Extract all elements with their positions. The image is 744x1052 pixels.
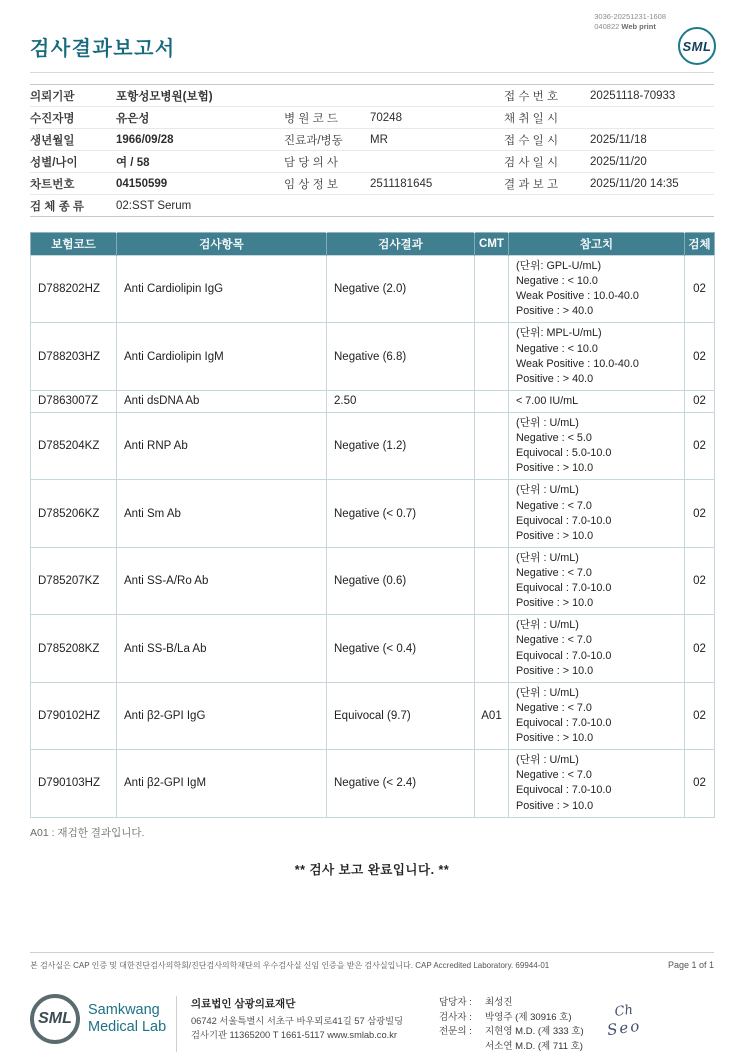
result-value: Negative (< 2.4) — [327, 750, 475, 817]
info-value: 2511181645 — [370, 173, 504, 195]
result-row — [31, 615, 715, 682]
result-code: D7863007Z — [31, 390, 117, 412]
patient-info-row — [30, 151, 714, 173]
result-value: Negative (< 0.4) — [327, 615, 475, 682]
brand-line2: Medical Lab — [88, 1019, 167, 1035]
result-code: D790103HZ — [31, 750, 117, 817]
reference-line: (단위 : U/mL) — [516, 416, 579, 429]
reference-line: Positive : > 10.0 — [516, 597, 594, 610]
result-value: 2.50 — [327, 390, 475, 412]
reference-line: Negative : < 7.0 — [516, 566, 592, 579]
result-code: D785208KZ — [31, 615, 117, 682]
contact-value: 서소연 M.D. (제 711 호) — [485, 1041, 583, 1052]
result-code: D790102HZ — [31, 682, 117, 749]
result-specimen: 02 — [685, 615, 715, 682]
reference-line: Negative : < 7.0 — [516, 701, 592, 714]
result-cmt — [475, 390, 509, 412]
reference-line: Positive : > 10.0 — [516, 664, 594, 677]
page-number: Page 1 of 1 — [667, 960, 714, 970]
reference-line: Positive : > 10.0 — [516, 799, 594, 812]
completion-message: ** 검사 보고 완료입니다. ** — [294, 862, 450, 877]
reference-line: Weak Positive : 10.0-40.0 — [516, 357, 639, 370]
reference-line: (단위 : U/mL) — [516, 484, 579, 497]
brand-line1: Samkwang — [88, 1001, 160, 1018]
reference-line: (단위: MPL-U/mL) — [516, 327, 602, 340]
info-value: 2025/11/20 — [590, 151, 714, 173]
result-row — [31, 480, 715, 547]
result-reference — [509, 323, 685, 390]
print-code — [594, 12, 666, 32]
patient-info-row — [30, 195, 714, 217]
info-label: 진료과/병동 — [284, 129, 370, 151]
result-specimen: 02 — [685, 682, 715, 749]
info-label: 검 체 종 류 — [30, 200, 85, 213]
result-cmt — [475, 256, 509, 323]
result-test-name: Anti β2-GPI IgM — [117, 750, 327, 817]
contact-value: 지현영 M.D. (제 333 호) — [485, 1026, 584, 1038]
info-label: 차트번호 — [30, 173, 116, 195]
info-label: 임 상 정 보 — [284, 173, 370, 195]
info-value: 포항성모병원(보험) — [116, 85, 504, 107]
info-label: 성별/나이 — [30, 151, 116, 173]
results-header-row — [31, 233, 715, 256]
contact-value: 박영주 (제 30916 호) — [485, 1011, 572, 1023]
reference-line: (단위: GPL-U/mL) — [516, 260, 602, 272]
reference-line: Negative : < 10.0 — [516, 275, 598, 288]
result-value: Negative (6.8) — [327, 323, 475, 390]
result-code: D785207KZ — [31, 547, 117, 614]
info-label: 결 과 보 고 — [504, 173, 590, 195]
sml-footer-logo-text: SML — [38, 1010, 72, 1027]
result-row — [31, 390, 715, 412]
reference-line: Equivocal : 7.0-10.0 — [516, 649, 612, 662]
info-label: 접 수 일 시 — [504, 129, 590, 151]
result-value: Negative (< 0.7) — [327, 480, 475, 547]
footer-divider — [176, 996, 177, 1052]
sml-logo-icon — [678, 27, 716, 65]
patient-info-table — [30, 84, 714, 217]
info-value: 유은성 — [116, 107, 284, 129]
result-test-name: Anti Cardiolipin IgM — [117, 323, 327, 390]
accreditation-disclaimer: 본 검사실은 CAP 인증 및 대한진단검사의학회/진단검사의학재단의 우수검사실 신임 인증을 받은 검사실입니다. CAP Accredited Laboratory. 69944-01 — [30, 961, 550, 970]
reference-line: Equivocal : 5.0-10.0 — [516, 447, 612, 460]
contact-label: 담당자 : — [439, 997, 472, 1008]
result-cmt — [475, 323, 509, 390]
result-reference — [509, 615, 685, 682]
info-label: 생년월일 — [30, 129, 116, 151]
reference-line: Positive : > 10.0 — [516, 529, 594, 542]
results-body — [31, 256, 715, 818]
result-specimen: 02 — [685, 480, 715, 547]
patient-info-row — [30, 107, 714, 129]
reference-line: (단위 : U/mL) — [516, 619, 579, 632]
info-label: 병 원 코 드 — [284, 107, 370, 129]
result-code: D785206KZ — [31, 480, 117, 547]
sml-logo-text: SML — [682, 38, 712, 54]
result-test-name: Anti Cardiolipin IgG — [117, 256, 327, 323]
results-table — [30, 232, 715, 818]
sml-footer-logo-icon — [30, 994, 80, 1044]
result-row — [31, 547, 715, 614]
result-test-name: Anti RNP Ab — [117, 412, 327, 479]
contacts-block — [439, 994, 584, 1052]
reference-line: Weak Positive : 10.0-40.0 — [516, 290, 639, 303]
result-test-name: Anti dsDNA Ab — [117, 390, 327, 412]
info-value: 여 / 58 — [116, 151, 284, 173]
info-label: 검 사 일 시 — [504, 151, 590, 173]
result-specimen: 02 — [685, 412, 715, 479]
info-label: 채 취 일 시 — [504, 107, 590, 129]
result-cmt — [475, 547, 509, 614]
result-cmt: A01 — [475, 682, 509, 749]
result-code: D788202HZ — [31, 256, 117, 323]
result-row — [31, 682, 715, 749]
reference-line: Negative : < 7.0 — [516, 499, 592, 512]
contact-row — [439, 1025, 584, 1040]
reference-line: Positive : > 40.0 — [516, 372, 594, 385]
info-label: 담 당 의 사 — [284, 151, 370, 173]
info-value: 1966/09/28 — [116, 129, 284, 151]
reference-line: (단위 : U/mL) — [516, 551, 579, 564]
result-row — [31, 750, 715, 817]
info-value: 2025/11/20 14:35 — [590, 173, 714, 195]
contact-label — [439, 1040, 485, 1052]
header-divider — [30, 72, 714, 73]
company-registration: 검사기관 11365200 T 1661-5117 www.smlab.co.kr — [191, 1029, 397, 1040]
a01-footnote: A01 : 재검한 결과입니다. — [30, 826, 145, 839]
result-code: D788203HZ — [31, 323, 117, 390]
info-value — [590, 107, 714, 129]
results-column-header: 보험코드 — [31, 233, 117, 256]
result-cmt — [475, 480, 509, 547]
result-row — [31, 256, 715, 323]
bottom-bar — [30, 952, 714, 971]
info-value — [370, 151, 504, 173]
info-value: 20251118-70933 — [590, 85, 714, 107]
patient-info-body — [30, 85, 714, 217]
signature — [604, 1002, 642, 1039]
print-code-line2 — [594, 22, 666, 32]
patient-info-row — [30, 173, 714, 195]
patient-info-row — [30, 129, 714, 151]
reference-line: (단위 : U/mL) — [516, 754, 579, 767]
result-cmt — [475, 412, 509, 479]
reference-line: Equivocal : 7.0-10.0 — [516, 514, 612, 527]
brand-name — [88, 1002, 166, 1037]
result-test-name: Anti SS-A/Ro Ab — [117, 547, 327, 614]
result-test-name: Anti SS-B/La Ab — [117, 615, 327, 682]
result-row — [31, 412, 715, 479]
info-value: 2025/11/18 — [590, 129, 714, 151]
reference-line: Negative : < 7.0 — [516, 634, 592, 647]
result-value: Negative (0.6) — [327, 547, 475, 614]
reference-line: Positive : > 10.0 — [516, 732, 594, 745]
result-reference — [509, 256, 685, 323]
result-reference — [509, 390, 685, 412]
result-specimen: 02 — [685, 256, 715, 323]
web-print-label: Web print — [621, 22, 656, 32]
company-info — [191, 994, 439, 1043]
signature-line2: Seo — [605, 1016, 643, 1040]
result-specimen: 02 — [685, 547, 715, 614]
info-value: 02:SST Serum — [116, 199, 192, 212]
reference-line: Positive : > 40.0 — [516, 305, 594, 318]
contact-row — [439, 1011, 584, 1026]
contact-label: 전문의 : — [439, 1026, 472, 1038]
reference-line: Equivocal : 7.0-10.0 — [516, 784, 612, 797]
print-code2: 040822 — [594, 22, 620, 32]
info-label: 의뢰기관 — [30, 85, 116, 107]
result-test-name: Anti Sm Ab — [117, 480, 327, 547]
info-label: 수진자명 — [30, 107, 116, 129]
result-specimen: 02 — [685, 390, 715, 412]
result-reference — [509, 682, 685, 749]
results-column-header: 검체 — [685, 233, 715, 256]
result-test-name: Anti β2-GPI IgG — [117, 682, 327, 749]
reference-line: Negative : < 7.0 — [516, 769, 592, 782]
info-value: 70248 — [370, 107, 504, 129]
contact-value: 최성진 — [485, 997, 513, 1008]
reference-line: Negative : < 10.0 — [516, 342, 598, 355]
contact-label: 검사자 : — [439, 1011, 472, 1023]
contact-row — [439, 1040, 584, 1052]
info-value: 04150599 — [116, 173, 284, 195]
patient-info-row — [30, 85, 714, 107]
reference-line: < 7.00 IU/mL — [516, 394, 579, 407]
result-reference — [509, 750, 685, 817]
print-code-line1: 3036-20251231-1608 — [594, 12, 666, 21]
page-title: 검사결과보고서 — [30, 38, 176, 60]
reference-line: Equivocal : 7.0-10.0 — [516, 716, 612, 729]
result-value: Negative (1.2) — [327, 412, 475, 479]
contact-row — [439, 996, 584, 1011]
company-name: 의료법인 삼광의료재단 — [191, 998, 296, 1010]
result-code: D785204KZ — [31, 412, 117, 479]
result-specimen: 02 — [685, 323, 715, 390]
result-specimen: 02 — [685, 750, 715, 817]
results-column-header: 검사결과 — [327, 233, 475, 256]
reference-line: (단위 : U/mL) — [516, 686, 579, 699]
result-reference — [509, 480, 685, 547]
reference-line: Negative : < 5.0 — [516, 432, 592, 445]
signature-line1: Ch — [613, 1002, 634, 1021]
info-value: MR — [370, 129, 504, 151]
reference-line: Equivocal : 7.0-10.0 — [516, 582, 612, 595]
company-address: 06742 서울특별시 서초구 바우뫼로41길 57 삼광빌딩 — [191, 1016, 404, 1026]
result-reference — [509, 412, 685, 479]
result-value: Negative (2.0) — [327, 256, 475, 323]
results-column-header: 검사항목 — [117, 233, 327, 256]
results-column-header: CMT — [475, 233, 509, 256]
footer-brand — [30, 994, 176, 1044]
info-label: 접 수 번 호 — [504, 85, 590, 107]
result-cmt — [475, 750, 509, 817]
result-reference — [509, 547, 685, 614]
result-cmt — [475, 615, 509, 682]
result-value: Equivocal (9.7) — [327, 682, 475, 749]
reference-line: Positive : > 10.0 — [516, 462, 594, 475]
results-column-header: 참고치 — [509, 233, 685, 256]
result-row — [31, 323, 715, 390]
